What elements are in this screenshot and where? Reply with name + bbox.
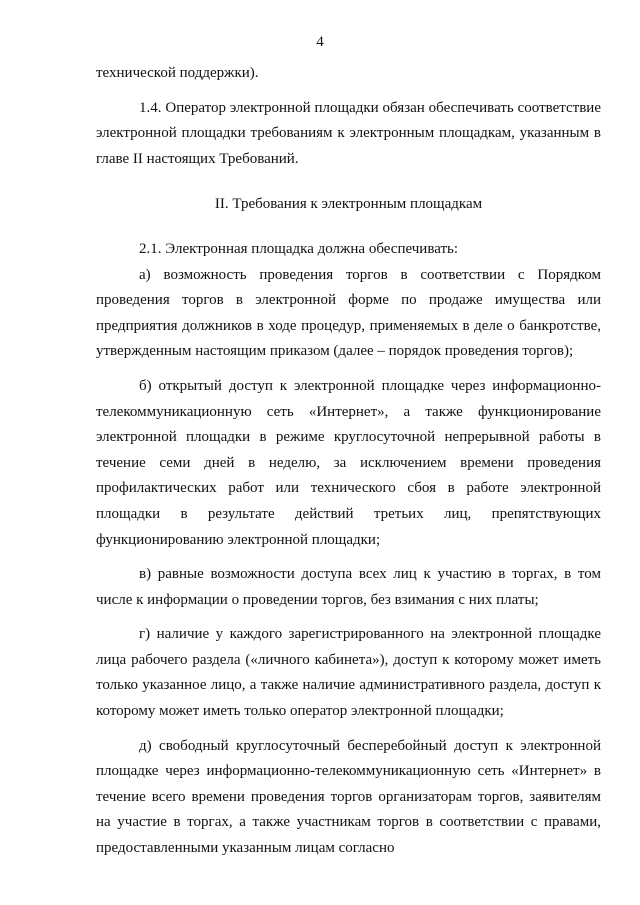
item-g: г) наличие у каждого зарегистрированного на электронной площадке лица рабочего раздела («личного кабинета»), доступ к которому может иметь только указанное лицо, а также наличие административного раздела, доступ к которому может иметь только оператор электронной площадки; [96, 626, 601, 720]
paragraph-1-4: 1.4. Оператор электронной площадки обязан обеспечивать соответствие электронной площадки требованиям к электронным площадкам, указанным в главе II настоящих Требований. [96, 99, 601, 167]
page-number: 4 [316, 34, 324, 50]
item-d: д) свободный круглосуточный бесперебойный доступ к электронной площадке через информационно-телекоммуникационную сеть «Интернет» в течение всего времени проведения торгов организаторам торгов, заявителям на участие в торгах, а также участникам торгов в соответствии с правами, предоставленными указанным лицам согласно [96, 737, 601, 857]
paragraph-continuation: технической поддержки). [96, 65, 259, 81]
document-body [96, 61, 601, 862]
item-v: в) равные возможности доступа всех лиц к участию в торгах, в том числе к информации о проведении торгов, без взимания с них платы; [96, 566, 601, 608]
item-b: б) открытый доступ к электронной площадке через информационно-телекоммуникационную сеть «Интернет», а также функционирование электронной площадки в режиме круглосуточной непрерывной работы в течение семи дней в неделю, за исключением времени проведения профилактических работ или технического сбоя в работе электронной площадки в результате действий третьих лиц, препятствующих функционированию электронной площадки; [96, 377, 601, 548]
item-a: а) возможность проведения торгов в соответствии с Порядком проведения торгов в электронной форме по продаже имущества или предприятия должников в ходе процедур, применяемых в деле о банкротстве, утвержденным настоящим приказом (далее – порядок проведения торгов); [96, 266, 601, 360]
section-heading-ii: II. Требования к электронным площадкам [214, 196, 483, 213]
paragraph-2-1: 2.1. Электронная площадка должна обеспечивать: [139, 240, 459, 257]
